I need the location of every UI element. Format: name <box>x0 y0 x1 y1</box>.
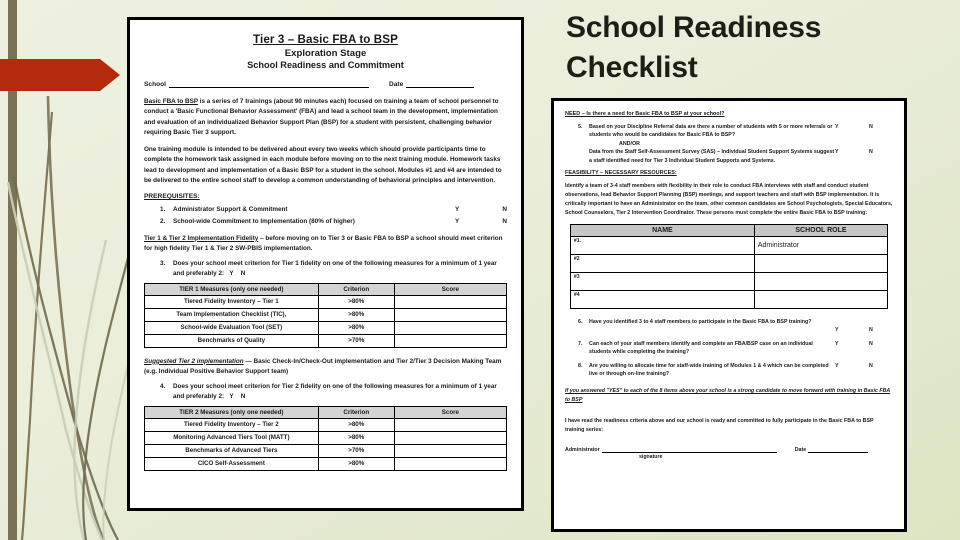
prereq-2-yes[interactable]: Y <box>455 217 460 225</box>
tier1-col-measure: TIER 1 Measures (only one needed) <box>145 283 319 295</box>
tier2-col-score: Score <box>394 406 506 418</box>
team-r3-role[interactable] <box>754 272 887 290</box>
question-8-number: 8. <box>578 362 583 369</box>
question-8-body <box>589 362 893 379</box>
tier2-r3-measure: Benchmarks of Advanced Tiers <box>145 444 319 457</box>
date-field-label: Date <box>388 81 404 88</box>
tier1-col-criterion: Criterion <box>318 283 394 295</box>
school-field-label: School <box>144 81 166 88</box>
tier1-r3-measure: School-wide Evaluation Tool (SET) <box>145 321 319 334</box>
table-row <box>145 431 507 444</box>
tier2-suggestion-underlined: Suggested Tier 2 implementation <box>144 357 244 365</box>
signature-date-blank[interactable] <box>808 445 868 453</box>
tier2-r3-criterion: >70% <box>318 444 394 457</box>
team-col-role: SCHOOL ROLE <box>754 224 887 236</box>
question-8-no[interactable]: N <box>869 362 873 369</box>
tier1-r2-criterion: >80% <box>318 308 394 321</box>
tier1-r1-criterion: >80% <box>318 295 394 308</box>
table-row <box>145 295 507 308</box>
tier2-measures-table <box>144 406 507 471</box>
tier1-r1-score[interactable] <box>394 295 506 308</box>
table-row <box>145 334 507 347</box>
prereq-2-no[interactable]: N <box>502 217 507 225</box>
question-7-yes[interactable]: Y <box>835 340 839 347</box>
table-row <box>570 290 887 308</box>
question-5-andor: AND/OR <box>619 140 640 147</box>
question-4-number: 4. <box>160 383 166 390</box>
conclusion-statement: If you answered "YES" to each of the 8 items above your school is a strong candidate to move forward with training in Basic FBA to BSP <box>565 387 891 403</box>
tier2-r2-score[interactable] <box>394 431 506 444</box>
question-6-number: 6. <box>578 318 583 325</box>
administrator-label: Administrator <box>565 446 600 453</box>
date-field-blank[interactable] <box>406 80 474 88</box>
prerequisite-item <box>144 217 507 227</box>
team-r2-role[interactable] <box>754 254 887 272</box>
tier1-r3-criterion: >80% <box>318 321 394 334</box>
table-row <box>570 254 887 272</box>
prereq-1-no[interactable]: N <box>502 206 507 214</box>
table-row <box>145 457 507 470</box>
tier2-r3-score[interactable] <box>394 444 506 457</box>
tier2-col-criterion: Criterion <box>318 406 394 418</box>
fidelity-heading <box>144 234 507 254</box>
question-5-no-a[interactable]: N <box>869 124 873 130</box>
table-row <box>145 321 507 334</box>
table-row <box>145 418 507 431</box>
signature-date-label: Date <box>794 446 807 453</box>
tier2-r4-criterion: >80% <box>318 457 394 470</box>
question-7-body <box>589 340 893 357</box>
question-5-text-a: Based on your Discipline Referral data are there a number of students with 5 or more referrals or students who would be candidates for Basic FBA to BSP? <box>589 124 833 139</box>
question-6-body <box>589 318 893 335</box>
tier1-col-score: Score <box>394 283 506 295</box>
question-6-yes[interactable]: Y <box>835 327 839 334</box>
question-5-line-b <box>589 148 893 165</box>
tier2-col-measure: TIER 2 Measures (only one needed) <box>145 406 319 418</box>
basic-fba-rest: is a series of 7 trainings (about 90 minutes each) focused on training a team of school personnel to conduct a 'Basic Functional Behavior Assessment' (FBA) and lead a school team in the development, implementation and evaluation of an individualized Behavior Support Plan (BSP) for a student with persistent, challenging behavior requiring Basic Tier 3 support. <box>144 98 499 136</box>
question-5-line-a <box>589 123 893 140</box>
team-r1-name[interactable]: #1. <box>570 236 754 254</box>
red-arrow-icon <box>0 55 120 95</box>
prereq-2-text: School-wide Commitment to Implementation (80% of higher) <box>173 217 355 225</box>
team-col-name: NAME <box>570 224 754 236</box>
question-7-line <box>589 340 893 357</box>
question-7-text: Can each of your staff members identify and complete an FBA/BSP case on an individual students while completing the training? <box>589 340 813 356</box>
table-row <box>570 236 887 254</box>
left-doc-title-1: Tier 3 – Basic FBA to BSP <box>253 33 398 46</box>
left-doc-paragraph-1 <box>144 97 507 138</box>
tier1-r2-measure: Team Implementation Checklist (TIC), <box>145 308 319 321</box>
signature-line <box>565 445 893 453</box>
question-4-body: Does your school meet criterion for Tier 2 fidelity on one of the following measures for a minimum of 1 year and preferably 2: <box>173 383 497 400</box>
left-doc-title-3: School Readiness and Commitment <box>247 60 404 70</box>
question-5-body <box>589 123 893 165</box>
document-page-left <box>127 17 524 511</box>
tier1-r4-criterion: >70% <box>318 334 394 347</box>
question-4-text <box>173 382 507 402</box>
question-8-text: Are you willing to allocate time for staff-wide training of Modules 1 & 4 which can be completed live or through on-line training? <box>589 362 829 378</box>
question-6-yesno <box>589 326 893 334</box>
basic-fba-lead: Basic FBA to BSP <box>144 98 198 105</box>
question-5-no-b[interactable]: N <box>869 149 873 156</box>
page-title-line1: School Readiness <box>566 11 822 44</box>
question-7 <box>565 340 893 357</box>
question-5-yes-a[interactable]: Y <box>835 124 839 130</box>
question-3-number: 3. <box>160 260 166 268</box>
tier2-suggestion-heading <box>144 357 507 377</box>
question-3-body: Does your school meet criterion for Tier 1 fidelity on one of the following measures for a minimum of 1 year and preferably 2: <box>173 260 497 277</box>
table-header-row <box>570 224 887 236</box>
team-members-table <box>570 224 888 309</box>
left-doc-paragraph-2: One training module is intended to be delivered about every two weeks which should provide participants time to complete the homework task assigned in each module before moving on to the next training module. Homework tasks lead to development and implementation of a Basic BSP for a student in the school. Modules #1 and #4 are intended to be delivered to the entire school staff to develop a common understanding of behavioral principles and intervention. <box>144 146 502 184</box>
tier1-measures-table <box>144 283 507 348</box>
tier2-r2-criterion: >80% <box>318 431 394 444</box>
question-3-no[interactable]: N <box>240 269 246 277</box>
prereq-1-yesno[interactable] <box>449 205 507 215</box>
tier1-r1-measure: Tiered Fidelity Inventory – Tier 1 <box>145 295 319 308</box>
document-page-right <box>551 98 907 532</box>
question-7-number: 7. <box>578 340 583 347</box>
need-heading: NEED – Is there a need for Basic FBA to BSP at your school? <box>565 111 725 117</box>
tier2-r2-measure: Monitoring Advanced Tiers Tool (MATT) <box>145 431 319 444</box>
question-4-yes[interactable]: Y <box>229 392 234 400</box>
table-header-row <box>145 283 507 295</box>
page-title <box>566 8 946 87</box>
team-r1-role[interactable]: Administrator <box>754 236 887 254</box>
school-field-blank[interactable] <box>169 80 369 88</box>
tier1-r4-score[interactable] <box>394 334 506 347</box>
question-7-no[interactable]: N <box>869 340 873 347</box>
tier2-suggestion-rest: — Basic Check-In/Check-Out implementation and Tier 2/Tier 3 Decision Making Team (e.g. Individual Positive Behavior Support team) <box>144 357 502 375</box>
prerequisites-heading: PREREQUISITES: <box>144 193 200 201</box>
question-8-line <box>589 362 893 379</box>
tier2-r4-measure: CICO Self-Assessment <box>145 457 319 470</box>
prereq-2-yesno[interactable] <box>449 217 507 227</box>
question-6-text: Have you identified 3 to 4 staff members to participate in the Basic FBA to BSP training? <box>589 318 812 325</box>
question-8 <box>565 362 893 379</box>
prereq-1-number: 1. <box>160 206 166 214</box>
fidelity-heading-underlined: Tier 1 & Tier 2 Implementation Fidelity <box>144 234 259 242</box>
team-r4-name[interactable]: #4 <box>570 290 754 308</box>
feasibility-heading: FEASIBILITY – NECESSARY RESOURCES: <box>565 170 677 177</box>
prereq-1-text: Administrator Support & Commitment <box>173 206 288 214</box>
fidelity-heading-rest: – before moving on to Tier 3 or Basic FBA to BSP a school should meet criterion for high fidelity Tier 1 & Tier 2 SW-PBIS implementation. <box>144 234 503 252</box>
question-5-number: 5. <box>578 124 583 130</box>
table-row <box>145 308 507 321</box>
team-r4-role[interactable] <box>754 290 887 308</box>
question-5-yes-b[interactable]: Y <box>835 149 839 156</box>
tier1-r2-score[interactable] <box>394 308 506 321</box>
question-3-text <box>173 259 507 279</box>
team-r2-name[interactable]: #2 <box>570 254 754 272</box>
tier2-r1-measure: Tiered Fidelity Inventory – Tier 2 <box>145 418 319 431</box>
question-5-text-b: Data from the Staff Self-Assessment Survey (SAS) – Individual Student Support Systems suggest a staff identified need for Tier 3 Individual Student Supports and Systems. <box>589 149 835 164</box>
tier2-r1-score[interactable] <box>394 418 506 431</box>
administrator-signature-blank[interactable] <box>602 445 777 453</box>
school-date-fields <box>144 80 507 88</box>
team-r3-name[interactable]: #3 <box>570 272 754 290</box>
feasibility-paragraph: Identify a team of 3-4 staff members with flexibility in their role to conduct FBA interviews with staff and conduct student observations, lead Behavior Support Planning (BSP) meetings, and support teachers and staff with BSP implementation. It is critically important to have an Administrator on the team, other common candidates are School Psychologists, Special Educators, School Counselors, Tier 2 Intervention Coordinator. These persons must complete the entire Basic FBA to BSP training: <box>565 183 893 217</box>
tier1-r4-measure: Benchmarks of Quality <box>145 334 319 347</box>
signature-caption: signature <box>639 453 663 460</box>
question-4-no[interactable]: N <box>240 392 246 400</box>
tier2-r1-criterion: >80% <box>318 418 394 431</box>
commitment-statement: I have read the readiness criteria above and our school is ready and committed to fully participate in the Basic FBA to BSP training series: <box>565 417 874 433</box>
table-row <box>570 272 887 290</box>
table-row <box>145 444 507 457</box>
question-3-yes[interactable]: Y <box>229 269 234 277</box>
question-3 <box>144 259 507 279</box>
tier1-r3-score[interactable] <box>394 321 506 334</box>
table-header-row <box>145 406 507 418</box>
prereq-1-yes[interactable]: Y <box>455 206 460 214</box>
prerequisite-item <box>144 205 507 215</box>
question-5 <box>565 123 893 165</box>
left-doc-title-2: Exploration Stage <box>284 48 367 59</box>
prereq-2-number: 2. <box>160 217 166 225</box>
question-6 <box>565 318 893 335</box>
page-title-line2: Checklist <box>566 50 698 84</box>
question-8-yes[interactable]: Y <box>835 362 839 369</box>
question-6-no[interactable]: N <box>869 327 873 334</box>
question-4 <box>144 382 507 402</box>
tier2-r4-score[interactable] <box>394 457 506 470</box>
